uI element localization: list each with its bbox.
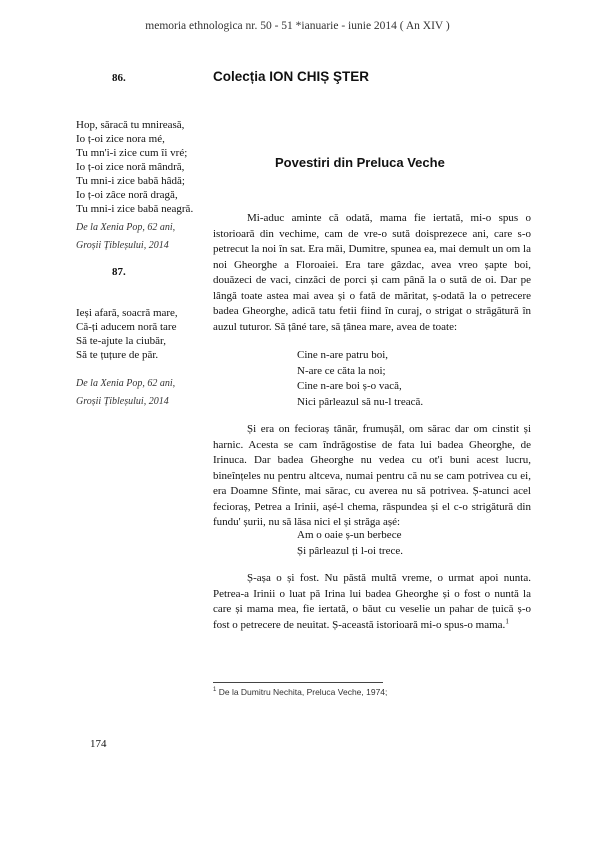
footnote [213,687,387,697]
footnote-text: De la Dumitru Nechita, Preluca Veche, 1974; [218,687,388,697]
poem-line: Io ț-oi zice nora mé, [76,133,165,145]
story-paragraph-3 [213,571,531,633]
footnote-divider [213,682,383,683]
poem-86-number: 86. [112,72,126,84]
verse-line: Am o oaie ș-un berbece [297,529,402,541]
source-line: Groșii Țibleșului, 2014 [76,240,169,251]
story-paragraph-2: Și era on fecioraș tânăr, frumușăl, om sărac dar om cinstit și harnic. Acesta se cam îndrăgostise de fata lui badea Gheorghe, de Irinuca. Dar badea Gheorghe nu vedea cu ot'i buni acest lucru, bineînțeles nu pentru altceva, numai pentru că nu se cam potrivea cu ei, era Doamne Sfinte, mai sărac, cu averea nu să potrivea. Ș-atunci acel fecioraș, Petrea a Irinii, așé-l chema, răspundea și el c-o strigătură din fundu' șurii, nu să lăsa nici el și străga așé: [213,423,531,528]
journal-header: memoria ethnologica nr. 50 - 51 *ianuarie - iunie 2014 ( An XIV ) [145,20,450,32]
page-number: 174 [90,738,107,750]
poem-line: Să te-ajute la ciubăr, [76,335,166,347]
story-verse-1 [297,348,423,410]
poem-87-number: 87. [112,266,126,278]
story-paragraph-1: Mi-aduc aminte că odată, mama fie iertată, mi-o spus o istorioară din vechime, cam de vre-o sută doisprezece ani, care s-o petrecut la noi în sat. Era măi, Dumitre, spunea ea, mai demult un om la noi Gheorghe a Floroaiei. Era tare gâzdac, avea vreo șapte boi, douăzeci de vaci, cinzăci de porci și cam până la o sută de oi. Dar pe lângă toate astea mai avea și o fată de măritat, ș-odată la o petrecere badea Gheorghe, adică tatu fetii fiind în curaj, o strigat o străgătură în auzul tuturor. Să țâné tare, să țânea mare, avea de toate: [213,212,531,333]
verse-line: Și pârleazul ți l-oi trece. [297,544,403,557]
paragraph-text: Ș-așa o și fost. Nu păstă multă vreme, o urmat apoi nunta. Petrea-a Irinii o luat pă Irina lui badea Gheorghe și o fost o nuntă la care și mama mea, fie iertată, o băut cu veselie un pahar de țuică ș-o fost o petrecere de neuitat. Ș-această istorioară mi-o spus-o mama. [213,572,531,631]
poem-line: Tu mni-i zice babă neagră. [76,203,194,215]
story-title: Povestiri din Preluca Veche [275,155,445,170]
source-line: Groșii Țibleșului, 2014 [76,396,169,407]
source-line: De la Xenia Pop, 62 ani, [76,222,176,233]
poem-86-source [76,219,175,255]
footnote-reference[interactable]: 1 [505,616,509,625]
source-line: De la Xenia Pop, 62 ani, [76,378,176,389]
poem-86 [76,118,193,216]
collection-title: Colecția ION CHIȘ ŞTER [213,69,370,84]
poem-line: Tu mn'i-i zice cum îi vré; [76,147,188,159]
poem-line: Io ț-oi zâce noră dragă, [76,189,178,201]
poem-87-source [76,375,175,411]
poem-line: Ieși afară, soacră mare, [76,307,178,319]
poem-line: Tu mni-i zice babă hâdă; [76,175,185,187]
story-verse-2 [297,528,403,559]
verse-line: Cine n-are boi ș-o vacă, [297,380,402,392]
poem-87 [76,306,178,362]
poem-line: Hop, săracă tu mnireasă, [76,119,185,131]
poem-line: Că-ți aducem noră tare [76,321,177,333]
footnote-marker: 1 [213,687,217,694]
verse-line: Nici pârleazul să nu-l treacă. [297,395,424,408]
poem-line: Să te țuțure de păr. [76,349,159,361]
verse-line: N-are ce căta la noi; [297,364,386,377]
poem-line: Io ț-oi zice noră mândră, [76,161,185,173]
verse-line: Cine n-are patru boi, [297,349,389,361]
